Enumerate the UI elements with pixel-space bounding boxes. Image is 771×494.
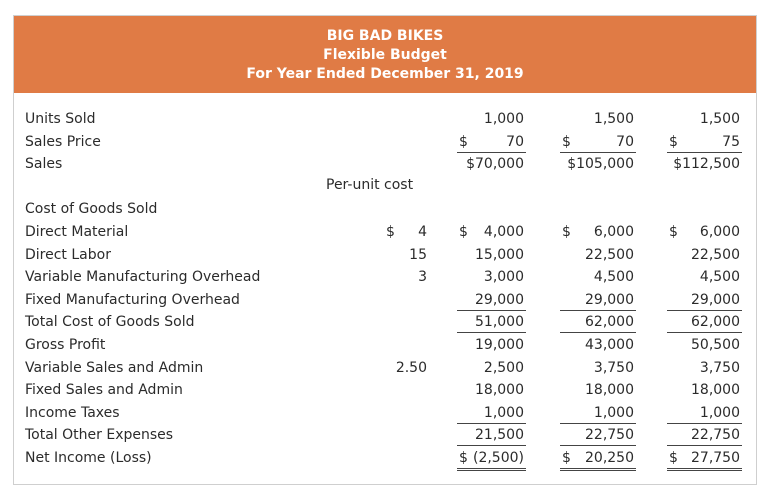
table-row xyxy=(14,402,756,424)
currency-symbol: $ xyxy=(386,224,395,240)
amount-c2: $105,000 xyxy=(567,156,634,173)
per-unit-cost-value: 15 xyxy=(409,246,427,263)
table-row xyxy=(14,153,756,175)
amount-c1: 1,000 xyxy=(483,111,524,127)
amount-c2: 1,500 xyxy=(593,111,634,127)
currency-symbol: $ xyxy=(459,450,468,466)
table-row xyxy=(14,424,756,446)
row-label: Fixed Manufacturing Overhead xyxy=(25,291,240,308)
table-row xyxy=(14,447,756,469)
amount-c2: 6,000 xyxy=(593,224,634,240)
amount-c2: 22,500 xyxy=(585,246,634,263)
amount-c1: 19,000 xyxy=(475,337,524,353)
table-row xyxy=(14,108,756,130)
per-unit-cost-value: 2.50 xyxy=(395,359,427,376)
amount-c2: 4,500 xyxy=(593,269,634,286)
table-row xyxy=(14,131,756,153)
table-row xyxy=(14,176,756,198)
amount-c2: 3,750 xyxy=(593,359,634,376)
row-label: Net Income (Loss) xyxy=(25,450,152,466)
amount-c3: 3,750 xyxy=(699,359,740,376)
row-label: Direct Labor xyxy=(25,246,111,263)
currency-symbol: $ xyxy=(669,224,678,240)
report-period: For Year Ended December 31, 2019 xyxy=(246,66,524,82)
amount-c1: 51,000 xyxy=(475,314,524,331)
currency-symbol: $ xyxy=(459,133,468,150)
amount-c3: 22,500 xyxy=(691,246,740,263)
amount-c1: 18,000 xyxy=(475,382,524,399)
amount-c3: 1,000 xyxy=(699,404,740,421)
table-row xyxy=(14,334,756,356)
table-row xyxy=(14,221,756,243)
amount-c1: 15,000 xyxy=(475,246,524,263)
currency-symbol: $ xyxy=(562,450,571,466)
per-unit-cost-value: 4 xyxy=(418,224,427,240)
per-unit-cost-label: Per-unit cost xyxy=(326,177,414,193)
row-label: Variable Manufacturing Overhead xyxy=(25,269,261,286)
report-title: Flexible Budget xyxy=(323,47,447,63)
amount-c3: 6,000 xyxy=(699,224,740,240)
table-row xyxy=(14,244,756,266)
amount-c1: 21,500 xyxy=(475,427,524,444)
amount-c1: (2,500) xyxy=(472,450,524,466)
amount-c2: 70 xyxy=(616,133,634,150)
amount-c3: 50,500 xyxy=(691,337,740,353)
amount-c2: 20,250 xyxy=(585,450,634,466)
row-label: Total Other Expenses xyxy=(25,427,174,444)
table-row xyxy=(14,289,756,311)
amount-c3: 62,000 xyxy=(691,314,740,331)
amount-c3: 29,000 xyxy=(691,291,740,308)
row-label: Sales xyxy=(25,156,63,173)
table-row xyxy=(14,379,756,401)
row-label: Units Sold xyxy=(25,111,96,127)
row-label: Cost of Goods Sold xyxy=(25,201,158,218)
currency-symbol: $ xyxy=(669,450,678,466)
row-label: Sales Price xyxy=(25,133,101,150)
per-unit-cost-value: 3 xyxy=(418,269,427,286)
row-label: Income Taxes xyxy=(25,404,120,421)
currency-symbol: $ xyxy=(562,224,571,240)
row-label: Fixed Sales and Admin xyxy=(25,382,183,399)
currency-symbol: $ xyxy=(459,224,468,240)
amount-c2: 1,000 xyxy=(593,404,634,421)
currency-symbol: $ xyxy=(562,133,571,150)
amount-c1: 70 xyxy=(506,133,524,150)
row-label: Gross Profit xyxy=(25,337,106,353)
flexible-budget-table xyxy=(13,15,757,485)
amount-c1: 29,000 xyxy=(475,291,524,308)
amount-c1: 3,000 xyxy=(483,269,524,286)
amount-c3: 75 xyxy=(722,133,740,150)
row-label: Direct Material xyxy=(25,224,129,240)
amount-c1: 1,000 xyxy=(483,404,524,421)
table-row xyxy=(14,198,756,220)
company-name: BIG BAD BIKES xyxy=(326,28,444,44)
amount-c1: 2,500 xyxy=(483,359,524,376)
table-row xyxy=(14,266,756,288)
amount-c2: 43,000 xyxy=(585,337,634,353)
table-header xyxy=(14,16,756,93)
amount-c2: 18,000 xyxy=(585,382,634,399)
row-label: Total Cost of Goods Sold xyxy=(25,314,195,331)
amount-c3: $112,500 xyxy=(673,156,740,173)
amount-c3: 4,500 xyxy=(699,269,740,286)
amount-c1: 4,000 xyxy=(483,224,524,240)
amount-c3: 18,000 xyxy=(691,382,740,399)
amount-c2: 29,000 xyxy=(585,291,634,308)
amount-c1: $70,000 xyxy=(466,156,524,173)
amount-c3: 1,500 xyxy=(699,111,740,127)
amount-c2: 22,750 xyxy=(585,427,634,444)
row-label: Variable Sales and Admin xyxy=(25,359,204,376)
table-row xyxy=(14,311,756,333)
amount-c2: 62,000 xyxy=(585,314,634,331)
table-row xyxy=(14,357,756,379)
currency-symbol: $ xyxy=(669,133,678,150)
amount-c3: 22,750 xyxy=(691,427,740,444)
amount-c3: 27,750 xyxy=(691,450,740,466)
